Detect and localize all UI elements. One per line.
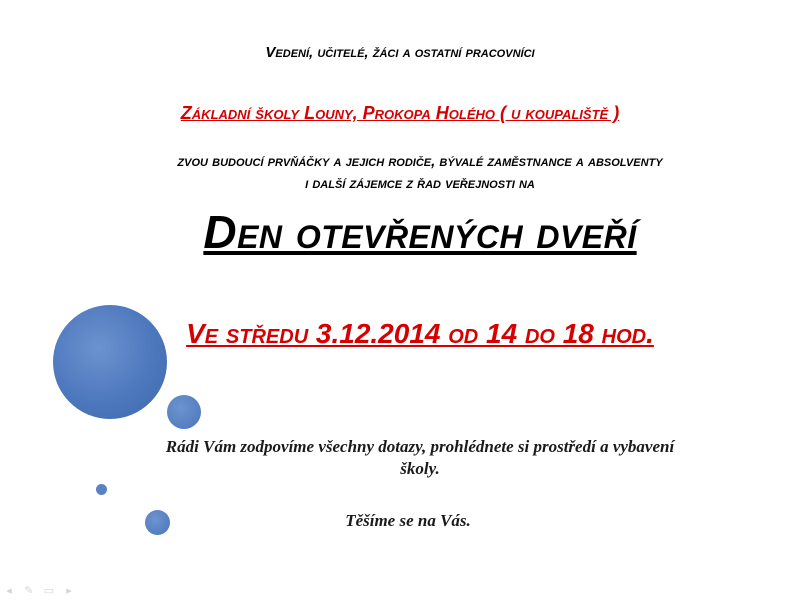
decorative-circle-small: [96, 484, 107, 495]
invitation-heading: Vedení, učitelé, žáci a ostatní pracovníci: [265, 44, 535, 61]
slideshow-toolbar: [2, 584, 76, 600]
arrow-left-icon[interactable]: ◂: [6, 583, 12, 597]
audience-line-1: zvou budoucí prvňáčky a jejich rodiče, bývalé zaměstnance a absolventy: [177, 153, 663, 170]
event-title: Den otevřených dveří: [203, 206, 637, 258]
menu-icon[interactable]: ▭: [43, 583, 55, 597]
closing-line: Těšíme se na Vás.: [345, 511, 471, 530]
school-name: Základní školy Louny, Prokopa Holého ( u koupaliště ): [180, 103, 620, 123]
pen-icon[interactable]: ✎: [24, 583, 34, 597]
invitation-audience: [20, 151, 800, 195]
arrow-right-icon[interactable]: ▸: [66, 583, 72, 597]
event-info: Rádi Vám zodpovíme všechny dotazy, prohlédnete si prostředí a vybavení školy.: [165, 437, 675, 478]
decorative-circle-medium: [167, 395, 201, 429]
audience-line-2: i další zájemce z řad veřejnosti na: [305, 175, 535, 192]
event-date: Ve středu 3.12.2014 od 14 do 18 hod.: [186, 318, 654, 349]
